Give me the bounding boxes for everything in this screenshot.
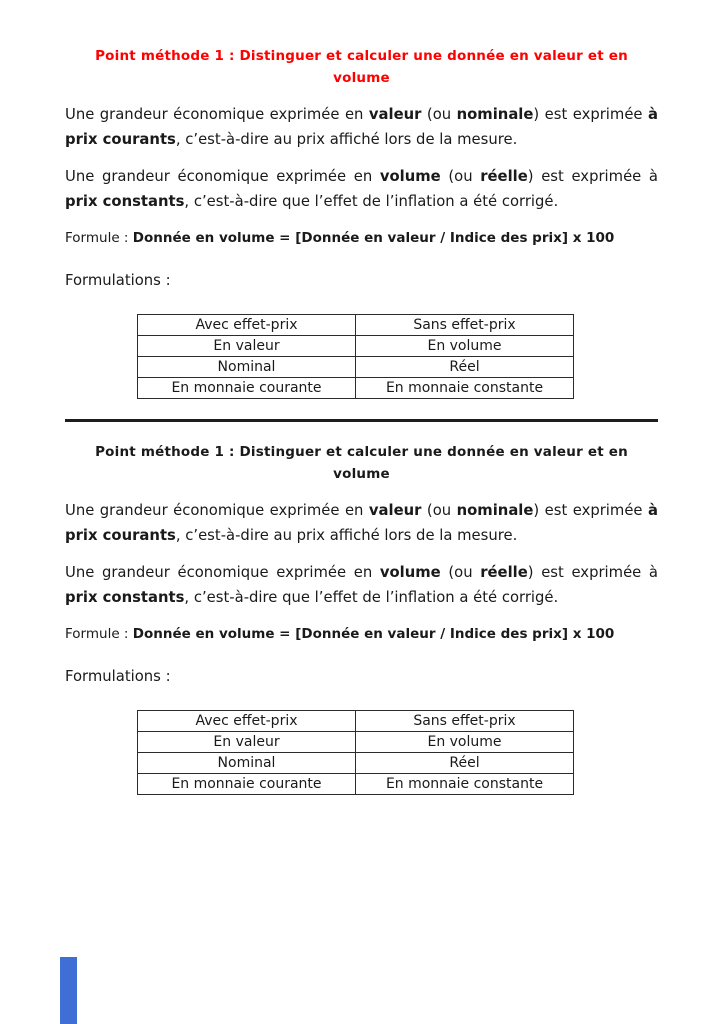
table-row bbox=[138, 732, 574, 753]
method-section-2 bbox=[65, 441, 658, 795]
page-title: Point méthode 1 : Distinguer et calculer une donnée en valeur et en volume bbox=[95, 444, 628, 482]
table-cell: Sans effet-prix bbox=[356, 315, 574, 336]
table-cell: En monnaie constante bbox=[356, 774, 574, 795]
intro-paragraph-volume: Une grandeur économique exprimée en volume (ou réelle) est exprimée à prix constants, c’est-à-dire que l’effet de l’inflation a été corrigé. bbox=[65, 564, 658, 606]
intro-paragraph-valeur: Une grandeur économique exprimée en valeur (ou nominale) est exprimée à prix courants, c’est-à-dire au prix affiché lors de la mesure. bbox=[65, 502, 658, 544]
intro-paragraph-valeur: Une grandeur économique exprimée en valeur (ou nominale) est exprimée à prix courants, c’est-à-dire au prix affiché lors de la mesure. bbox=[65, 106, 658, 148]
table-row bbox=[138, 378, 574, 399]
table-cell: En volume bbox=[356, 732, 574, 753]
table-cell: En monnaie courante bbox=[138, 378, 356, 399]
table-cell: Avec effet-prix bbox=[138, 315, 356, 336]
table-row bbox=[138, 336, 574, 357]
table-row bbox=[138, 711, 574, 732]
table-cell: Sans effet-prix bbox=[356, 711, 574, 732]
method-section-1 bbox=[65, 45, 658, 399]
table-cell: En monnaie courante bbox=[138, 774, 356, 795]
section-divider bbox=[65, 419, 658, 422]
table-cell: Avec effet-prix bbox=[138, 711, 356, 732]
table-cell: En valeur bbox=[138, 732, 356, 753]
equivalence-table bbox=[137, 314, 574, 399]
table-cell: Réel bbox=[356, 753, 574, 774]
table-cell: En monnaie constante bbox=[356, 378, 574, 399]
intro-paragraph-volume: Une grandeur économique exprimée en volume (ou réelle) est exprimée à prix constants, c’est-à-dire que l’effet de l’inflation a été corrigé. bbox=[65, 168, 658, 210]
table-cell: Réel bbox=[356, 357, 574, 378]
table-row bbox=[138, 357, 574, 378]
table-row bbox=[138, 774, 574, 795]
table-cell: Nominal bbox=[138, 357, 356, 378]
table-cell: Nominal bbox=[138, 753, 356, 774]
formula-line: Formule : Donnée en volume = [Donnée en valeur / Indice des prix] x 100 bbox=[65, 230, 615, 246]
table-cell: En volume bbox=[356, 336, 574, 357]
formulations-label: Formulations : bbox=[65, 272, 171, 289]
formula-line: Formule : Donnée en volume = [Donnée en valeur / Indice des prix] x 100 bbox=[65, 626, 615, 642]
table-row bbox=[138, 753, 574, 774]
table-row bbox=[138, 315, 574, 336]
formulations-label: Formulations : bbox=[65, 668, 171, 685]
equivalence-table bbox=[137, 710, 574, 795]
bottom-blue-bar-artifact bbox=[60, 957, 77, 1024]
page-title: Point méthode 1 : Distinguer et calculer une donnée en valeur et en volume bbox=[95, 48, 628, 86]
table-cell: En valeur bbox=[138, 336, 356, 357]
